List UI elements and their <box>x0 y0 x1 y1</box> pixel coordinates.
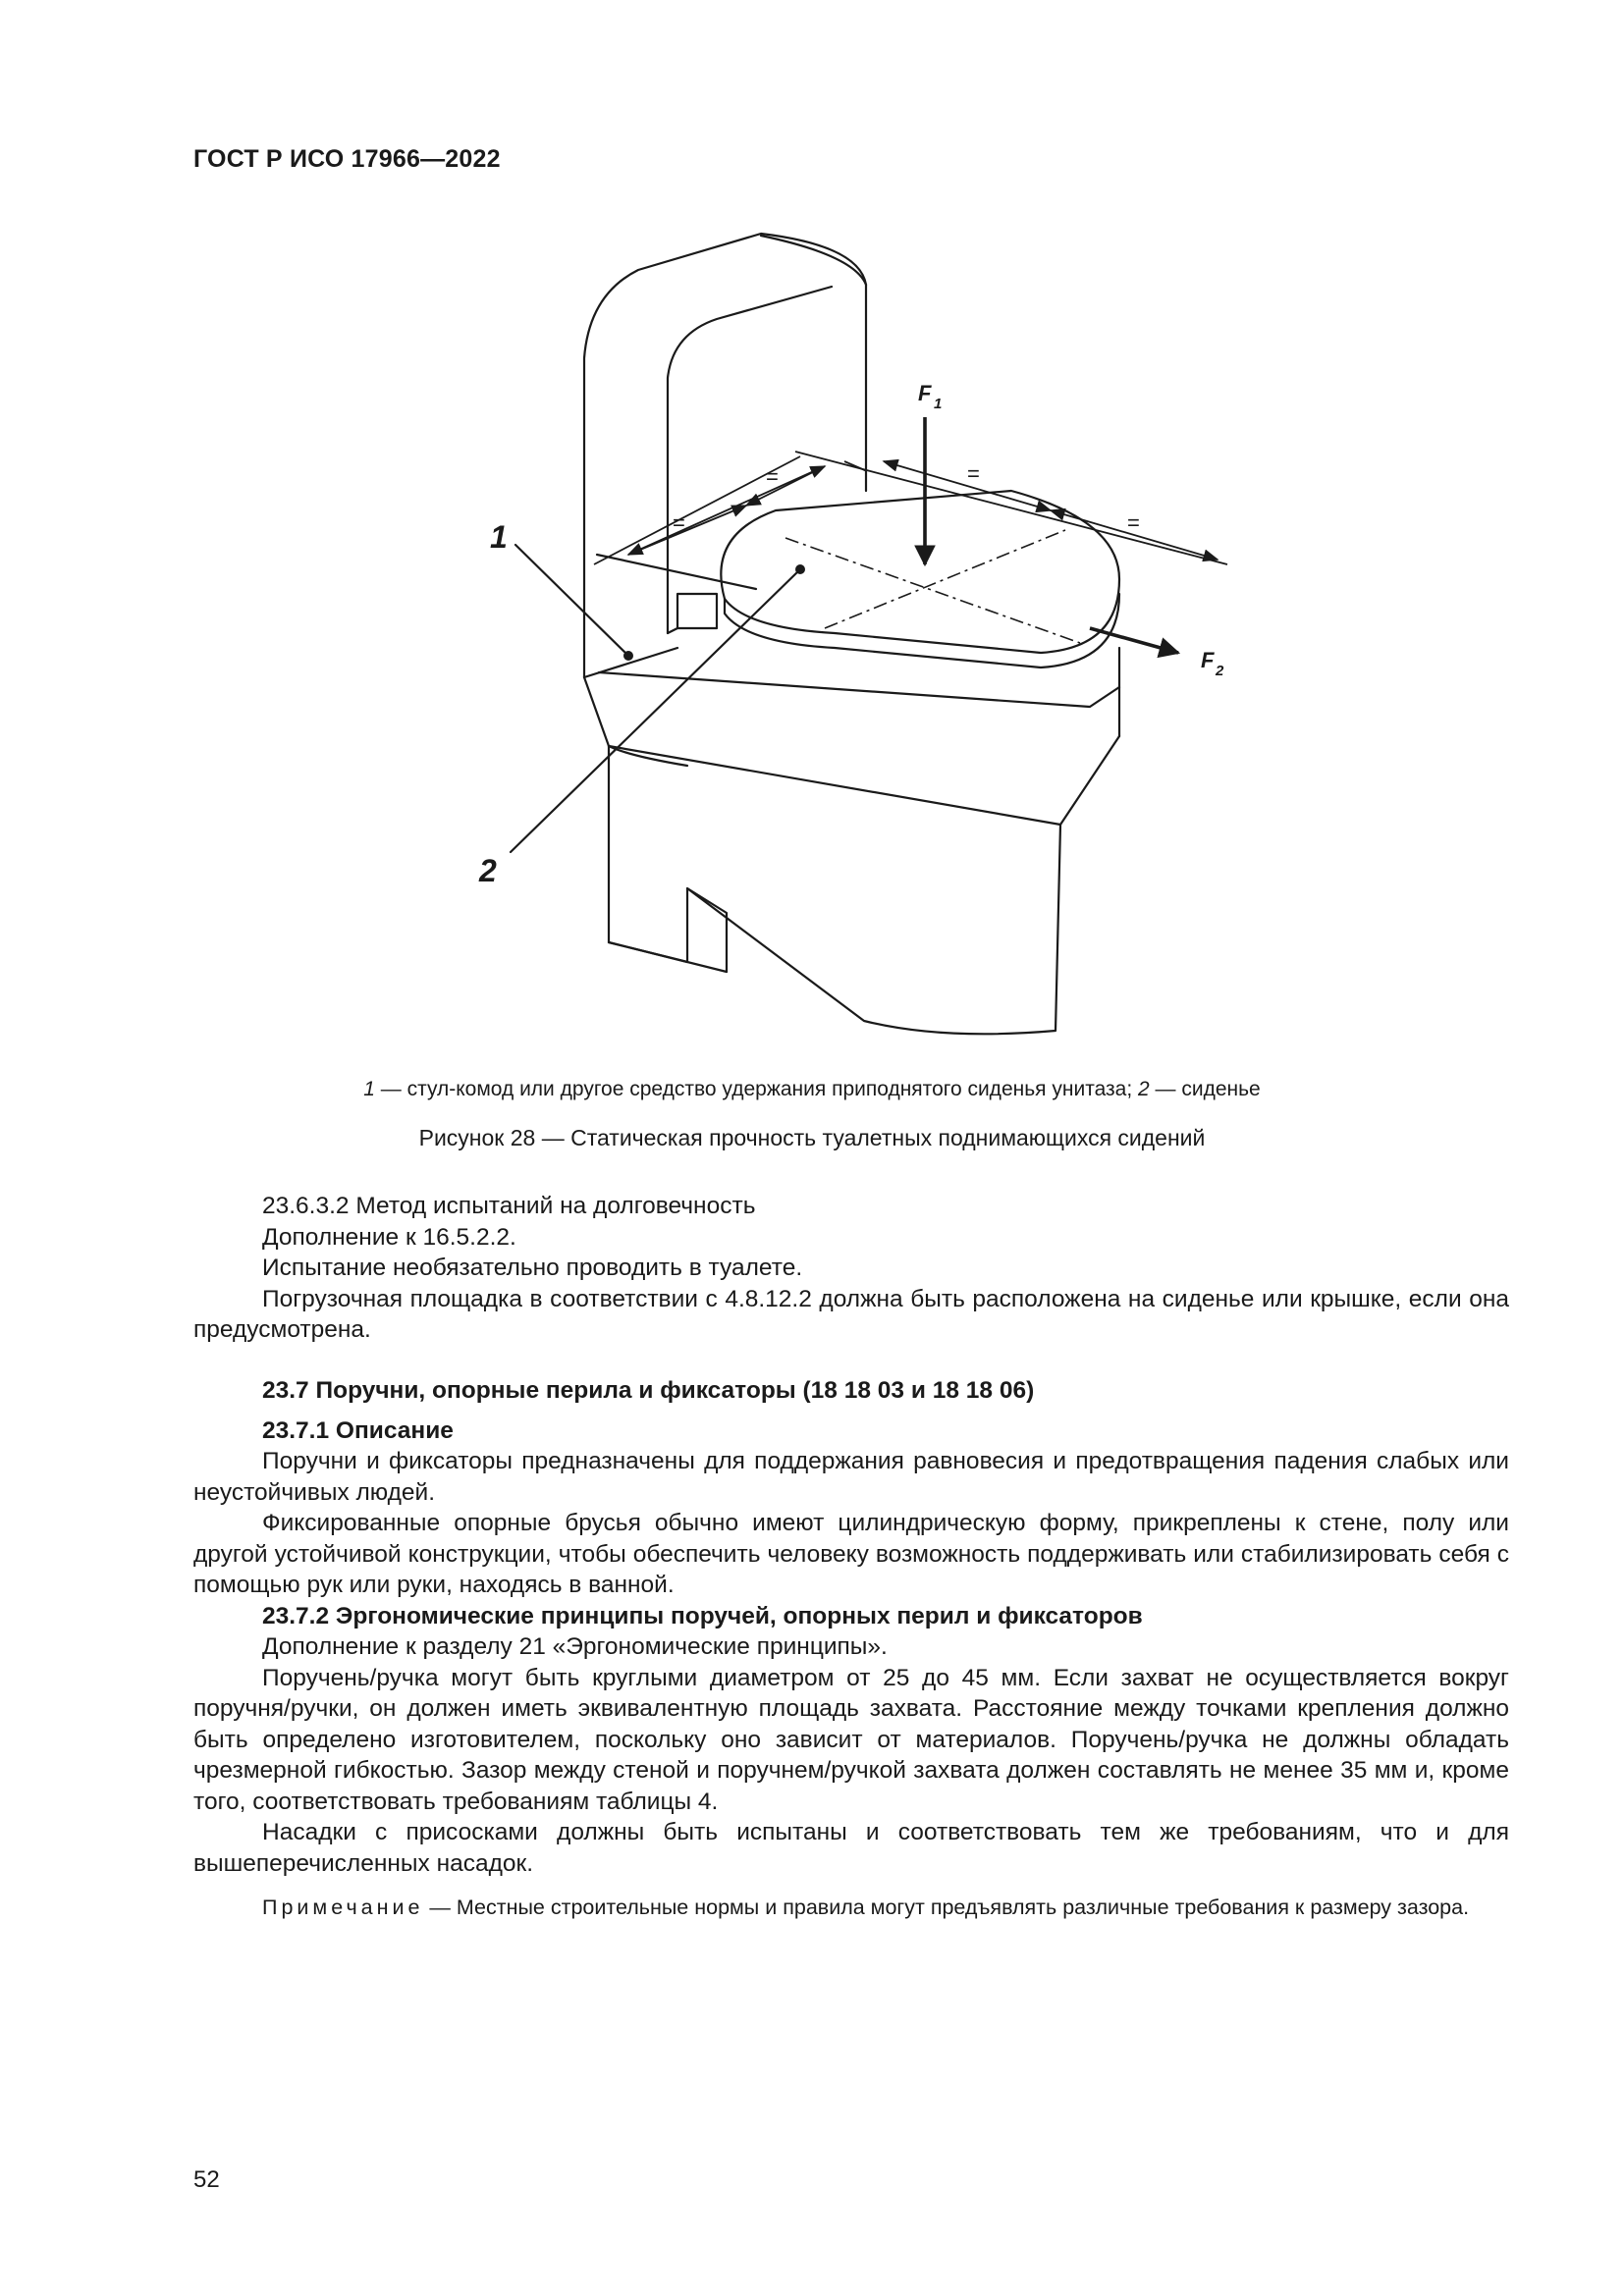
subsection-heading: 23.7.2 Эргономические принципы поручей, опорных перил и фиксаторов <box>262 1602 1143 1629</box>
label-f2-sub: 2 <box>1216 663 1224 679</box>
paragraph: Насадки с присосками должны быть испытаны и соответствовать тем же требованиям, что и для вышеперечисленных насадок. <box>193 1819 1509 1877</box>
paragraph: Дополнение к разделу 21 «Эргономические принципы». <box>262 1633 888 1660</box>
paragraph: Поручень/ручка могут быть круглыми диаметром от 25 до 45 мм. Если захват не осуществляется вокруг поручня/ручки, он должен иметь эквивалентную площадь захвата. Расстояние между точками крепления должно быть определено изготовителем, поскольку оно зависит от материалов. Поручень/ручка не должны обладать чрезмерной гибкостью. Зазор между стеной и поручнем/ручкой захвата должен составлять не менее 35 мм и, кроме того, соответствовать требованиям таблицы 4. <box>193 1664 1509 1815</box>
note <box>193 1893 1509 1922</box>
label-2: 2 <box>479 853 497 888</box>
paragraph: Погрузочная площадка в соответствии с 4.8.12.2 должна быть расположена на сиденье или крышке, если она предусмотрена. <box>193 1285 1509 1343</box>
toilet-seat-drawing <box>432 211 1257 1085</box>
eq-mark: = <box>766 464 779 489</box>
figure-28 <box>432 211 1257 1085</box>
label-f1: F <box>918 381 932 405</box>
paragraph: Испытание необязательно проводить в туалете. <box>262 1255 803 1281</box>
eq-mark: = <box>1127 510 1140 535</box>
note-label: Примечание <box>262 1896 424 1919</box>
figure-title: Рисунок 28 — Статическая прочность туалетных поднимающихся сидений <box>418 1125 1206 1150</box>
note-text: — Местные строительные нормы и правила могут предъявлять различные требования к размеру зазора. <box>423 1896 1470 1919</box>
label-1: 1 <box>490 519 508 555</box>
paragraph: 23.6.3.2 Метод испытаний на долговечность <box>262 1193 756 1219</box>
page-number: 52 <box>193 2166 220 2193</box>
label-f1-sub: 1 <box>934 396 943 412</box>
figure-legend: 1 — стул-комод или другое средство удержания приподнятого сиденья унитаза; 2 — сиденье <box>363 1078 1261 1100</box>
section-heading: 23.7 Поручни, опорные перила и фиксаторы (18 18 03 и 18 18 06) <box>262 1377 1035 1404</box>
paragraph: Фиксированные опорные брусья обычно имеют цилиндрическую форму, прикреплены к стене, полу или другой устойчивой конструкции, чтобы обеспечить человеку возможность поддерживать или стабилизировать себя с помощью рук или руки, находясь в ванной. <box>193 1510 1509 1598</box>
section-23-6-3-2 <box>193 1191 1509 1346</box>
paragraph: Дополнение к 16.5.2.2. <box>262 1223 516 1251</box>
section-23-7 <box>193 1375 1509 1922</box>
label-f2: F <box>1201 648 1215 672</box>
eq-mark: = <box>967 461 980 486</box>
document-header: ГОСТ Р ИСО 17966—2022 <box>193 145 501 173</box>
paragraph: Поручни и фиксаторы предназначены для поддержания равновесия и предотвращения падения слабых или неустойчивых людей. <box>193 1448 1509 1506</box>
eq-mark: = <box>673 510 685 535</box>
subsection-heading: 23.7.1 Описание <box>262 1416 454 1444</box>
